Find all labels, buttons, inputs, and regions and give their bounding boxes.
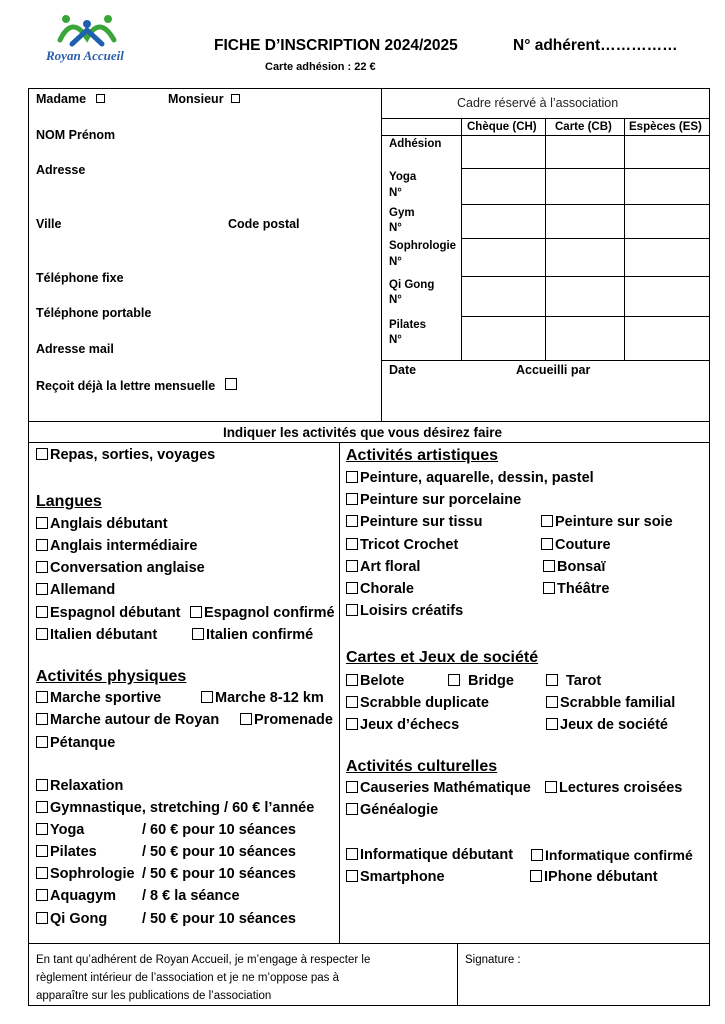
echecs-checkbox[interactable] — [346, 718, 358, 730]
smartphone-option[interactable] — [346, 869, 445, 885]
activities-header-top — [28, 421, 710, 422]
row-gym-no: N° — [389, 222, 402, 234]
langue-checkbox[interactable] — [36, 561, 48, 573]
jeux-societe-checkbox[interactable] — [546, 718, 558, 730]
petanque-checkbox[interactable] — [36, 736, 48, 748]
priced-price: / 50 € pour 10 séances — [142, 866, 296, 882]
repas-checkbox[interactable] — [36, 448, 48, 460]
italien-conf-label: Italien confirmé — [206, 627, 314, 643]
logo — [42, 10, 132, 66]
tarot-checkbox[interactable] — [546, 674, 558, 686]
langue-option[interactable] — [36, 538, 197, 554]
page-title: FICHE D’INSCRIPTION 2024/2025 — [214, 37, 458, 54]
causeries-label: Causeries Mathématique — [360, 780, 531, 796]
langues-title: Langues — [36, 493, 102, 510]
causeries-checkbox[interactable] — [346, 781, 358, 793]
bonsai-option[interactable] — [543, 559, 605, 575]
couture-option[interactable] — [541, 537, 611, 553]
gym-option[interactable] — [36, 800, 314, 816]
monsieur-checkbox[interactable] — [231, 94, 240, 103]
belote-option[interactable] — [346, 673, 404, 689]
art-floral-option[interactable] — [346, 559, 420, 575]
belote-checkbox[interactable] — [346, 674, 358, 686]
row-pilates: Pilates — [389, 319, 427, 331]
accueilli-label: Accueilli par — [516, 363, 591, 377]
row-adhesion: Adhésion — [389, 138, 442, 150]
lectures-option[interactable] — [545, 780, 682, 796]
peinture-tissu-label: Peinture sur tissu — [360, 514, 483, 530]
langue-label: Anglais intermédiaire — [50, 538, 198, 554]
art-floral-checkbox[interactable] — [346, 560, 358, 572]
langue-option[interactable] — [36, 516, 168, 532]
row-gym: Gym — [389, 207, 415, 219]
frame-top — [28, 88, 710, 89]
peinture-soie-checkbox[interactable] — [541, 515, 553, 527]
peinture-aquarelle-checkbox[interactable] — [346, 471, 358, 483]
priced-name: Pilates — [50, 844, 97, 860]
marche-sportive-label: Marche sportive — [50, 690, 162, 706]
priced-name: Qi Gong — [50, 911, 108, 927]
divider-identity — [381, 88, 382, 421]
peinture-tissu-checkbox[interactable] — [346, 515, 358, 527]
chorale-option[interactable] — [346, 581, 414, 597]
madame-checkbox[interactable] — [96, 94, 105, 103]
madame-option[interactable] — [36, 92, 107, 106]
nom-prenom-label: NOM Prénom — [36, 128, 116, 142]
marche-royan-label: Marche autour de Royan — [50, 712, 220, 728]
activities-header-bottom — [28, 442, 710, 443]
bridge-option[interactable] — [448, 673, 514, 689]
peinture-porcelaine-option[interactable] — [346, 492, 521, 508]
reserved-col-1 — [461, 118, 462, 360]
espagnol-conf-label: Espagnol confirmé — [204, 605, 335, 621]
langue-label: Allemand — [50, 582, 116, 598]
monsieur-label: Monsieur — [168, 92, 224, 106]
logo-figures-icon — [42, 10, 132, 50]
ville-label: Ville — [36, 217, 62, 231]
jeux-societe-label: Jeux de société — [560, 717, 668, 733]
smartphone-checkbox[interactable] — [346, 870, 358, 882]
repas-option[interactable] — [36, 447, 215, 463]
col-especes: Espèces (ES) — [629, 121, 702, 133]
lectures-checkbox[interactable] — [545, 781, 557, 793]
engagement-line-3: apparaître sur les publications de l’association — [36, 990, 272, 1002]
priced-option[interactable] — [36, 866, 135, 882]
marche-sportive-checkbox[interactable] — [36, 691, 48, 703]
promenade-checkbox[interactable] — [240, 713, 252, 725]
marche-royan-option[interactable] — [36, 712, 219, 728]
marche-8-12-label: Marche 8-12 km — [215, 690, 324, 706]
loisirs-checkbox[interactable] — [346, 604, 358, 616]
reserved-row-line — [461, 316, 710, 317]
bridge-checkbox[interactable] — [448, 674, 460, 686]
info-deb-option[interactable] — [346, 847, 513, 863]
info-conf-option[interactable] — [531, 847, 693, 863]
langue-option[interactable] — [36, 582, 115, 598]
tel-portable-label: Téléphone portable — [36, 306, 152, 320]
priced-name: Aquagym — [50, 888, 117, 904]
espagnol-conf-checkbox[interactable] — [190, 606, 202, 618]
couture-label: Couture — [555, 537, 611, 553]
gym-label: Gymnastique, stretching / 60 € l’année — [50, 800, 315, 816]
col-cheque: Chèque (CH) — [467, 121, 537, 133]
reserved-row-line — [461, 238, 710, 239]
reserved-title: Cadre réservé à l’association — [457, 96, 619, 110]
espagnol-deb-option[interactable] — [36, 605, 181, 621]
frame-bottom — [28, 1005, 710, 1006]
row-sophrologie: Sophrologie — [389, 240, 457, 252]
lettre-checkbox[interactable] — [225, 378, 237, 390]
priced-checkbox[interactable] — [36, 867, 48, 879]
echecs-label: Jeux d’échecs — [360, 717, 460, 733]
iphone-option[interactable] — [530, 869, 658, 885]
bonsai-checkbox[interactable] — [543, 560, 555, 572]
marche-sportive-option[interactable] — [36, 690, 161, 706]
reserved-col-2 — [545, 118, 546, 360]
priced-price: / 50 € pour 10 séances — [142, 911, 296, 927]
gym-checkbox[interactable] — [36, 801, 48, 813]
frame-right — [709, 88, 710, 1006]
tel-fixe-label: Téléphone fixe — [36, 271, 124, 285]
code-postal-label: Code postal — [228, 217, 300, 231]
italien-deb-option[interactable] — [36, 627, 157, 643]
monsieur-option[interactable] — [168, 92, 242, 106]
footer-top — [28, 943, 710, 944]
peinture-porcelaine-checkbox[interactable] — [346, 493, 358, 505]
italien-deb-checkbox[interactable] — [36, 628, 48, 640]
peinture-soie-label: Peinture sur soie — [555, 514, 673, 530]
reserved-bottom-line — [381, 360, 710, 361]
priced-price: / 60 € pour 10 séances — [142, 822, 296, 838]
langue-checkbox[interactable] — [36, 517, 48, 529]
tricot-option[interactable] — [346, 537, 458, 553]
couture-checkbox[interactable] — [541, 538, 553, 550]
theatre-checkbox[interactable] — [543, 582, 555, 594]
reserved-col-3 — [624, 118, 625, 360]
priced-option[interactable] — [36, 844, 97, 860]
italien-deb-label: Italien débutant — [50, 627, 158, 643]
priced-option[interactable] — [36, 822, 84, 838]
info-conf-checkbox[interactable] — [531, 849, 543, 861]
espagnol-deb-label: Espagnol débutant — [50, 605, 181, 621]
espagnol-deb-checkbox[interactable] — [36, 606, 48, 618]
petanque-option[interactable] — [36, 735, 115, 751]
tarot-option[interactable] — [546, 673, 601, 689]
petanque-label: Pétanque — [50, 735, 116, 751]
lectures-label: Lectures croisées — [559, 780, 683, 796]
priced-price: / 8 € la séance — [142, 888, 240, 904]
priced-checkbox[interactable] — [36, 912, 48, 924]
scrabble-dup-label: Scrabble duplicate — [360, 695, 489, 711]
madame-label: Madame — [36, 92, 87, 106]
tricot-label: Tricot Crochet — [360, 537, 459, 553]
info-conf-label: Informatique confirmé — [545, 847, 693, 863]
col-carte: Carte (CB) — [555, 121, 612, 133]
marche-royan-checkbox[interactable] — [36, 713, 48, 725]
langue-checkbox[interactable] — [36, 583, 48, 595]
scrabble-fam-checkbox[interactable] — [546, 696, 558, 708]
row-yoga-no: N° — [389, 187, 402, 199]
chorale-checkbox[interactable] — [346, 582, 358, 594]
peinture-soie-option[interactable] — [541, 514, 673, 530]
signature-label: Signature : — [465, 954, 521, 966]
repas-label: Repas, sorties, voyages — [50, 447, 216, 463]
langue-label: Conversation anglaise — [50, 560, 205, 576]
cartes-title: Cartes et Jeux de société — [346, 649, 539, 666]
culturelles-title: Activités culturelles — [346, 758, 498, 775]
scrabble-dup-checkbox[interactable] — [346, 696, 358, 708]
espagnol-conf-option[interactable] — [190, 605, 335, 621]
reserved-row-line — [461, 276, 710, 277]
engagement-line-1: En tant qu’adhérent de Royan Accueil, je m’engage à respecter le — [36, 954, 371, 966]
marche-8-12-option[interactable] — [201, 690, 324, 706]
echecs-option[interactable] — [346, 717, 459, 733]
promenade-option[interactable] — [240, 712, 333, 728]
relaxation-checkbox[interactable] — [36, 779, 48, 791]
row-sophrologie-no: N° — [389, 256, 402, 268]
priced-option[interactable] — [36, 911, 107, 927]
genealogie-option[interactable] — [346, 802, 438, 818]
row-qigong-no: N° — [389, 294, 402, 306]
adresse-label: Adresse — [36, 163, 86, 177]
peinture-tissu-option[interactable] — [346, 514, 482, 530]
langue-option[interactable] — [36, 560, 205, 576]
date-label: Date — [389, 363, 417, 377]
iphone-label: IPhone débutant — [544, 869, 658, 885]
theatre-label: Théâtre — [557, 581, 610, 597]
relaxation-label: Relaxation — [50, 778, 124, 794]
art-floral-label: Art floral — [360, 559, 421, 575]
relaxation-option[interactable] — [36, 778, 123, 794]
physiques-title: Activités physiques — [36, 668, 187, 685]
tarot-label: Tarot — [566, 673, 602, 689]
member-number: N° adhérent…………… — [513, 37, 678, 54]
promenade-label: Promenade — [254, 712, 333, 728]
reserved-row-line — [461, 168, 710, 169]
info-deb-checkbox[interactable] — [346, 848, 358, 860]
peinture-porcelaine-label: Peinture sur porcelaine — [360, 492, 522, 508]
scrabble-fam-option[interactable] — [546, 695, 675, 711]
chorale-label: Chorale — [360, 581, 414, 597]
italien-conf-option[interactable] — [192, 627, 313, 643]
langue-checkbox[interactable] — [36, 539, 48, 551]
lettre-label: Reçoit déjà la lettre mensuelle — [36, 379, 216, 393]
priced-checkbox[interactable] — [36, 845, 48, 857]
loisirs-label: Loisirs créatifs — [360, 603, 464, 619]
priced-checkbox[interactable] — [36, 889, 48, 901]
theatre-option[interactable] — [543, 581, 609, 597]
priced-checkbox[interactable] — [36, 823, 48, 835]
lettre-option[interactable] — [36, 378, 239, 393]
info-deb-label: Informatique débutant — [360, 847, 514, 863]
card-fee: Carte adhésion : 22 € — [265, 61, 376, 73]
reserved-row-line — [461, 204, 710, 205]
activities-header: Indiquer les activités que vous désirez faire — [222, 425, 503, 440]
iphone-checkbox[interactable] — [530, 870, 542, 882]
marche-8-12-checkbox[interactable] — [201, 691, 213, 703]
italien-conf-checkbox[interactable] — [192, 628, 204, 640]
jeux-societe-option[interactable] — [546, 717, 668, 733]
adresse-mail-label: Adresse mail — [36, 342, 114, 356]
belote-label: Belote — [360, 673, 405, 689]
scrabble-dup-option[interactable] — [346, 695, 489, 711]
logo-text: Royan Accueil — [46, 48, 124, 63]
bonsai-label: Bonsaï — [557, 559, 606, 575]
genealogie-label: Généalogie — [360, 802, 439, 818]
priced-option[interactable] — [36, 888, 116, 904]
row-qigong: Qi Gong — [389, 279, 435, 291]
scrabble-fam-label: Scrabble familial — [560, 695, 676, 711]
peinture-aquarelle-option[interactable] — [346, 470, 594, 486]
genealogie-checkbox[interactable] — [346, 803, 358, 815]
row-yoga: Yoga — [389, 171, 417, 183]
tricot-checkbox[interactable] — [346, 538, 358, 550]
peinture-aquarelle-label: Peinture, aquarelle, dessin, pastel — [360, 470, 594, 486]
causeries-option[interactable] — [346, 780, 531, 796]
arts-title: Activités artistiques — [346, 447, 499, 464]
loisirs-option[interactable] — [346, 603, 463, 619]
row-pilates-no: N° — [389, 334, 402, 346]
langue-label: Anglais débutant — [50, 516, 168, 532]
frame-left — [28, 88, 29, 1006]
smartphone-label: Smartphone — [360, 869, 445, 885]
priced-name: Sophrologie — [50, 866, 135, 882]
divider-activities — [339, 442, 340, 943]
priced-name: Yoga — [50, 822, 85, 838]
engagement-line-2: règlement intérieur de l’association et je ne m’oppose pas à — [36, 972, 340, 984]
bridge-label: Bridge — [468, 673, 514, 689]
divider-footer — [457, 943, 458, 1006]
priced-price: / 50 € pour 10 séances — [142, 844, 296, 860]
